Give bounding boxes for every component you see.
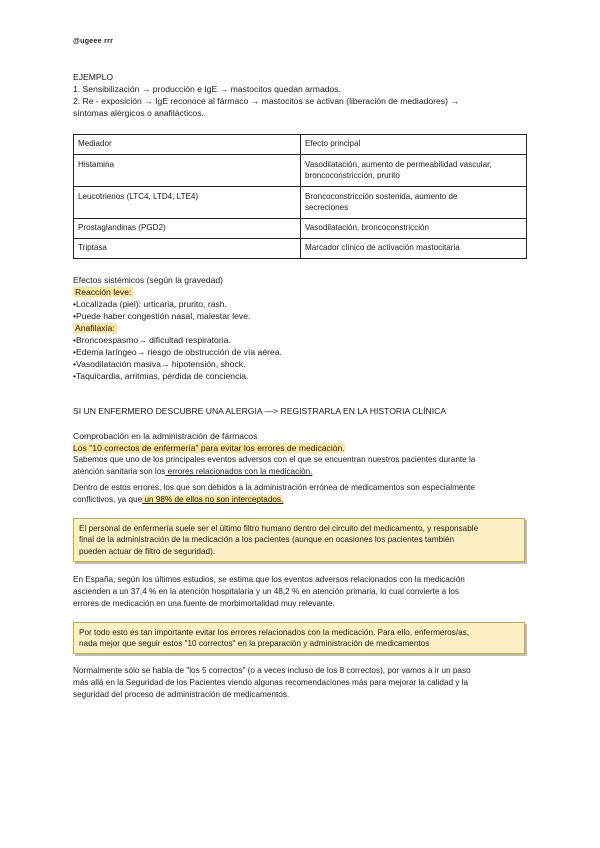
anaphylaxis-label-wrap — [73, 322, 117, 334]
anaphylaxis-item: •Taquicardia, arritmias, pérdida de conciencia. — [73, 371, 249, 381]
paragraph-line: ascienden a un 37,4 % en la atención hospitalaria y un 48,2 % en atención primaria, lo cual convierte a los — [73, 587, 459, 596]
effect-line: secreciones — [305, 202, 349, 212]
ten-rights-title-wrap — [73, 442, 345, 454]
anaphylaxis-label: Anafilaxia: — [75, 323, 115, 333]
anaphylaxis-item: •Edema laríngeo→ riesgo de obstrucción de vía aérea. — [73, 347, 282, 357]
callout-line: El personal de enfermería suele ser el último filtro humano dentro del circuito del medicamento, y responsable — [79, 524, 479, 533]
paragraph-line — [73, 466, 312, 478]
paragraph-line: Sabemos que uno de los principales eventos adversos con el que se encuentran nuestros pacientes durante la — [73, 455, 476, 464]
paragraph-line: más allá en la Seguridad de los Pacientes viendo algunas recomendaciones más para mejorar la calidad y la — [73, 678, 469, 687]
table-header-row — [74, 135, 527, 155]
anaphylaxis-item: •Vasodilatación masiva→ hipotensión, shock. — [73, 359, 246, 369]
paragraph-line: En España, según los últimos estudios, se estima que los eventos adversos relacionados con la medicación — [73, 575, 465, 584]
mediators-table — [73, 134, 527, 259]
systemic-title: Efectos sistémicos (según la gravedad) — [73, 275, 223, 285]
table-cell-mediator: Triptasa — [74, 239, 301, 259]
mild-item: •Localizada (piel): urticaria, prurito, rash. — [73, 299, 227, 309]
effect-line: Vasodilatación, aumento de permeabilidad vascular, — [305, 160, 492, 170]
effect-line: broncoconstricción, prurito — [305, 170, 400, 180]
table-cell-mediator: Prostaglandinas (PGD2) — [74, 219, 301, 239]
callout-line: nada mejor que seguir estos "10 correctos" en la preparación y administración de medicamentos — [79, 639, 430, 649]
table-cell-effect: Vasodilatación, broncoconstricción — [301, 219, 527, 239]
callout-line: final de la administración de la medicación a los pacientes (aunque en ocasiones los pacientes también — [79, 535, 455, 545]
paragraph-line — [73, 494, 283, 506]
table-cell-effect: Marcador clínico de activación mastocitaria — [301, 239, 527, 259]
table-cell-mediator: Histamina — [74, 155, 301, 187]
table-cell-effect — [301, 155, 527, 187]
nurse-last-filter-callout — [73, 518, 525, 562]
table-header-cell: Efecto principal — [301, 135, 527, 155]
ten-rights-title: Los "10 correctos de enfermería" para evitar los errores de medicación. — [73, 443, 345, 453]
callout-line: Por todo esto es tan importante evitar los errores relacionados con la medicación. Para ello, enfermeros/as, — [79, 628, 470, 637]
underlined-text: errores relacionados con la medicación. — [165, 467, 313, 476]
table-row — [74, 187, 527, 219]
example-title: EJEMPLO — [73, 72, 114, 82]
paragraph-text: atención sanitaria son los — [73, 467, 166, 476]
mild-label-wrap — [73, 286, 133, 298]
example-step-2-line-2: síntomas alérgicos o anafilácticos. — [73, 108, 204, 118]
example-step-1: 1. Sensibilización → producción e IgE → mastocitos quedan armados. — [73, 84, 341, 94]
table-cell-effect — [301, 187, 527, 219]
callout-line: pueden actuar de filtro de seguridad). — [79, 546, 216, 556]
paragraph-line: seguridad del proceso de administración de medicamentos. — [73, 690, 290, 699]
effect-line: Broncoconstricción sostenida, aumento de — [305, 192, 458, 202]
header-logo: @ugeee rrr — [73, 38, 114, 45]
mild-reaction-label: Reacción leve: — [75, 287, 132, 297]
paragraph-line: errores de medicación en una fuente de morbimortalidad muy relevante. — [73, 599, 335, 608]
example-step-2-line-1: 2. Re - exposición → IgE reconoce al fármaco → mastocitos se activan (liberación de mediadores) → — [73, 96, 459, 106]
table-header-cell: Mediador — [74, 135, 301, 155]
table-row — [74, 219, 527, 239]
ten-rights-callout — [73, 622, 525, 654]
drug-check-title: Comprobación en la administración de fármacos — [73, 431, 258, 441]
table-row — [74, 155, 527, 187]
anaphylaxis-item: •Broncoespasmo→ dificultad respiratoria. — [73, 335, 231, 345]
allergy-registration-note: SI UN ENFERMERO DESCUBRE UNA ALERGIA —> REGISTRARLA EN LA HISTORIA CLÍNICA — [73, 406, 447, 416]
highlighted-text: un 98% de ellos no son interceptados. — [142, 495, 284, 504]
paragraph-line: Dentro de estos errores, los que son debidos a la administración errónea de medicamentos son especialmente — [73, 483, 475, 492]
paragraph-line: Normalmente sólo se habla de "los 5 correctos" (o a veces incluso de los 8 correctos), por vamos a ir un paso — [73, 666, 471, 675]
mild-item: •Puede haber congestión nasal, malestar leve. — [73, 311, 251, 321]
table-cell-mediator: Leucotrienos (LTC4, LTD4, LTE4) — [74, 187, 301, 219]
paragraph-text: conflictivos, ya que — [73, 495, 143, 504]
table-row — [74, 239, 527, 259]
